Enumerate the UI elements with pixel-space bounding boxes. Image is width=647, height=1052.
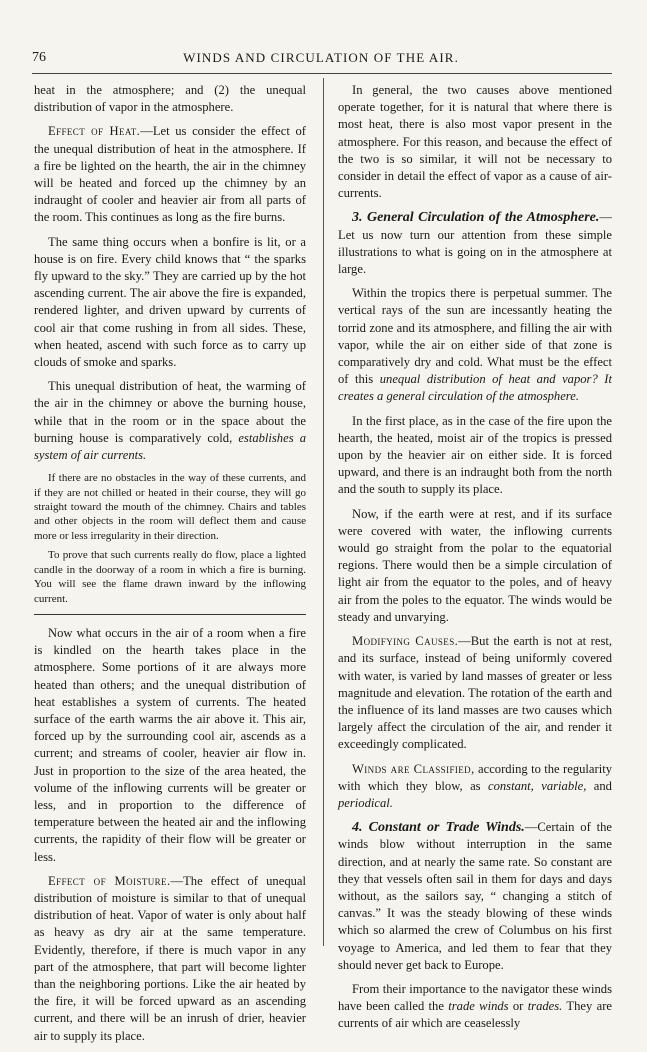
- paragraph-general-circulation: [338, 209, 612, 278]
- emphasis-text: periodical.: [338, 795, 393, 810]
- emphasis-text: trade winds: [448, 999, 509, 1014]
- paragraph: [34, 378, 306, 464]
- header-rule: [32, 73, 612, 74]
- paragraph: heat in the atmosphere; and (2) the unequal distribution of vapor in the atmosphere.: [34, 83, 306, 115]
- paragraph-text: —Certain of the winds blow without interruption in the same direction, and at nearly the same rate. So constant are they that vessels often sail in them for days and days without, as the sailors say, “ changing a stitch of canvas.” It was the steady blowing of these winds which so alarmed the crew of Columbus on his first voyage to America, and led them to fear that they should never get back to Europe.: [338, 820, 612, 972]
- section-heading: 4. Constant or Trade Winds.: [352, 820, 525, 836]
- page-number: 76: [32, 50, 46, 65]
- page-header: [32, 50, 610, 72]
- paragraph-text: —Let us consider the effect of the unequal distribution of heat in the atmosphere. If a fire be lighted on the hearth, the air in the chimney will be heated and forced up the chimney by an indraught of cooler and heavier air from all parts of the room. This continues as long as the fire burns.: [34, 124, 306, 225]
- paragraph: [338, 981, 612, 1033]
- emphasis-text: variable,: [541, 778, 587, 793]
- paragraph-text: Within the tropics there is perpetual summer. The vertical rays of the sun are incessantly heating the torrid zone and its atmosphere, and filling the air with vapor, while the air on either side of that zone is comparatively dry and cold. What must be the effect of this: [338, 286, 612, 387]
- right-column: [338, 82, 612, 1040]
- paragraph: The same thing occurs when a bonfire is lit, or a house is on fire. Every child knows that “ the sparks fly upward to the sky.” They are carried up by the hot ascending current. The air above the fire is expanded, rendered lighter, and driven upward by currents of cool air that come rushing in from all sides. These, when heated, ascend with such force as to carry up clouds of smoke and sparks.: [34, 234, 306, 370]
- paragraph-effect-of-moisture: [34, 873, 306, 1045]
- section-rule: [34, 614, 306, 615]
- paragraph-effect-of-heat: [34, 123, 306, 226]
- paragraph: In the first place, as in the case of the fire upon the hearth, the heated, moist air of the tropics is pressed upon by the heavier air on either side. It is forced upward, and there is an indraught both from the north and the south to supply its place.: [338, 413, 612, 497]
- paragraph: Now, if the earth were at rest, and if its surface were covered with water, the inflowing currents would go straight from the polar to the equatorial regions. There would then be a simple circulation of light air from the equator to the poles, and of heavy air from the poles to the equator. The winds would be steady and unvarying.: [338, 506, 612, 624]
- paragraph-text: They are currents of air which are ceaselessly: [338, 999, 612, 1031]
- section-heading: Modifying Causes.: [352, 634, 459, 649]
- section-heading: Winds are Classified,: [352, 761, 475, 776]
- note: To prove that such currents really do flow, place a lighted candle in the doorway of a room in which a fire is burning. You will see the flame drawn inward by the inflowing current.: [34, 549, 306, 605]
- section-heading: 3. General Circulation of the Atmosphere.: [352, 210, 600, 226]
- paragraph-trade-winds: [338, 819, 612, 974]
- emphasis-text: constant,: [487, 778, 534, 793]
- paragraph: In general, the two causes above mentioned operate together, for it is natural that where there is most heat, there is also most vapor present in the atmosphere. For this reason, and because the effect of the two is so similar, it will not be necessary to consider in detail the effect of vapor as a cause of air-currents.: [338, 83, 612, 201]
- paragraph: Now what occurs in the air of a room when a fire is kindled on the hearth takes place in the atmosphere. Some portions of it are always more heated than others; and the unequal distribution of heat establishes a system of currents. The heated surface of the earth warms the air above it. This air, forced up by the surrounding cool air, ascends as a current; and streams of cooler, heavier air flow in. Just in proportion to the size of the area heated, the volume of the inflowing currents will be greater or less, and in proportion to the difference of temperature between the heated air and the inflowing currents, the rapidity of their flow will be greater or less.: [34, 625, 306, 864]
- column-divider: [323, 78, 324, 946]
- paragraph-text: according to the regularity with which they blow, as: [338, 761, 612, 793]
- paragraph-text: —The effect of unequal distribution of moisture is similar to that of unequal distribution of heat. Vapor of water is only about half as heavy as dry air at the same temperature. Evidently, therefore, if there is much vapor in any part of the atmosphere, that part will become lighter than the neighboring portions. Like the air heated by the fire, it will be forced upward as an ascending current, and there will be an inrush of drier, heavier air to supply its place.: [34, 873, 307, 1043]
- emphasis-text: establishes a system of air currents.: [34, 430, 306, 463]
- left-column: [34, 82, 306, 1052]
- section-heading: Effect of Heat.: [48, 124, 141, 139]
- paragraph-text: and: [586, 778, 612, 793]
- paragraph-text: —But the earth is not at rest, and its surface, instead of being uniformly covered with water, is varied by land masses of greater or less magnitude and elevation. The rotation of the earth and the influence of its land masses are two causes which largely affect the circulation of the air, and render it exceedingly complicated.: [338, 634, 612, 752]
- emphasis-text: unequal distribution of heat and vapor?: [379, 372, 598, 387]
- section-heading: Effect of Moisture.: [48, 873, 171, 888]
- paragraph-text: From their importance to the navigator these winds have been called the: [338, 981, 612, 1014]
- note: If there are no obstacles in the way of these currents, and if they are not chilled or heated in their course, they will go straight toward the mouth of the chimney. Chairs and tables and other objects in the room will deflect them and cause more or less irregularity in their direction.: [34, 472, 306, 542]
- paragraph-winds-classified: [338, 761, 612, 813]
- paragraph-text: This unequal distribution of heat, the warming of the air in the chimney or above the burning house, while that in the room or in the space about the burning house is comparatively cold,: [34, 379, 306, 445]
- emphasis-text: trades.: [527, 999, 563, 1014]
- paragraph: [338, 285, 612, 405]
- emphasis-text: It creates a general circulation of the atmosphere.: [338, 372, 612, 404]
- paragraph-text: —Let us now turn our attention from these simple illustrations to what is going on in the atmosphere at large.: [338, 210, 612, 277]
- running-title: WINDS AND CIRCULATION OF THE AIR.: [183, 50, 459, 65]
- paragraph-modifying-causes: [338, 633, 612, 753]
- paragraph-text: or: [508, 999, 528, 1014]
